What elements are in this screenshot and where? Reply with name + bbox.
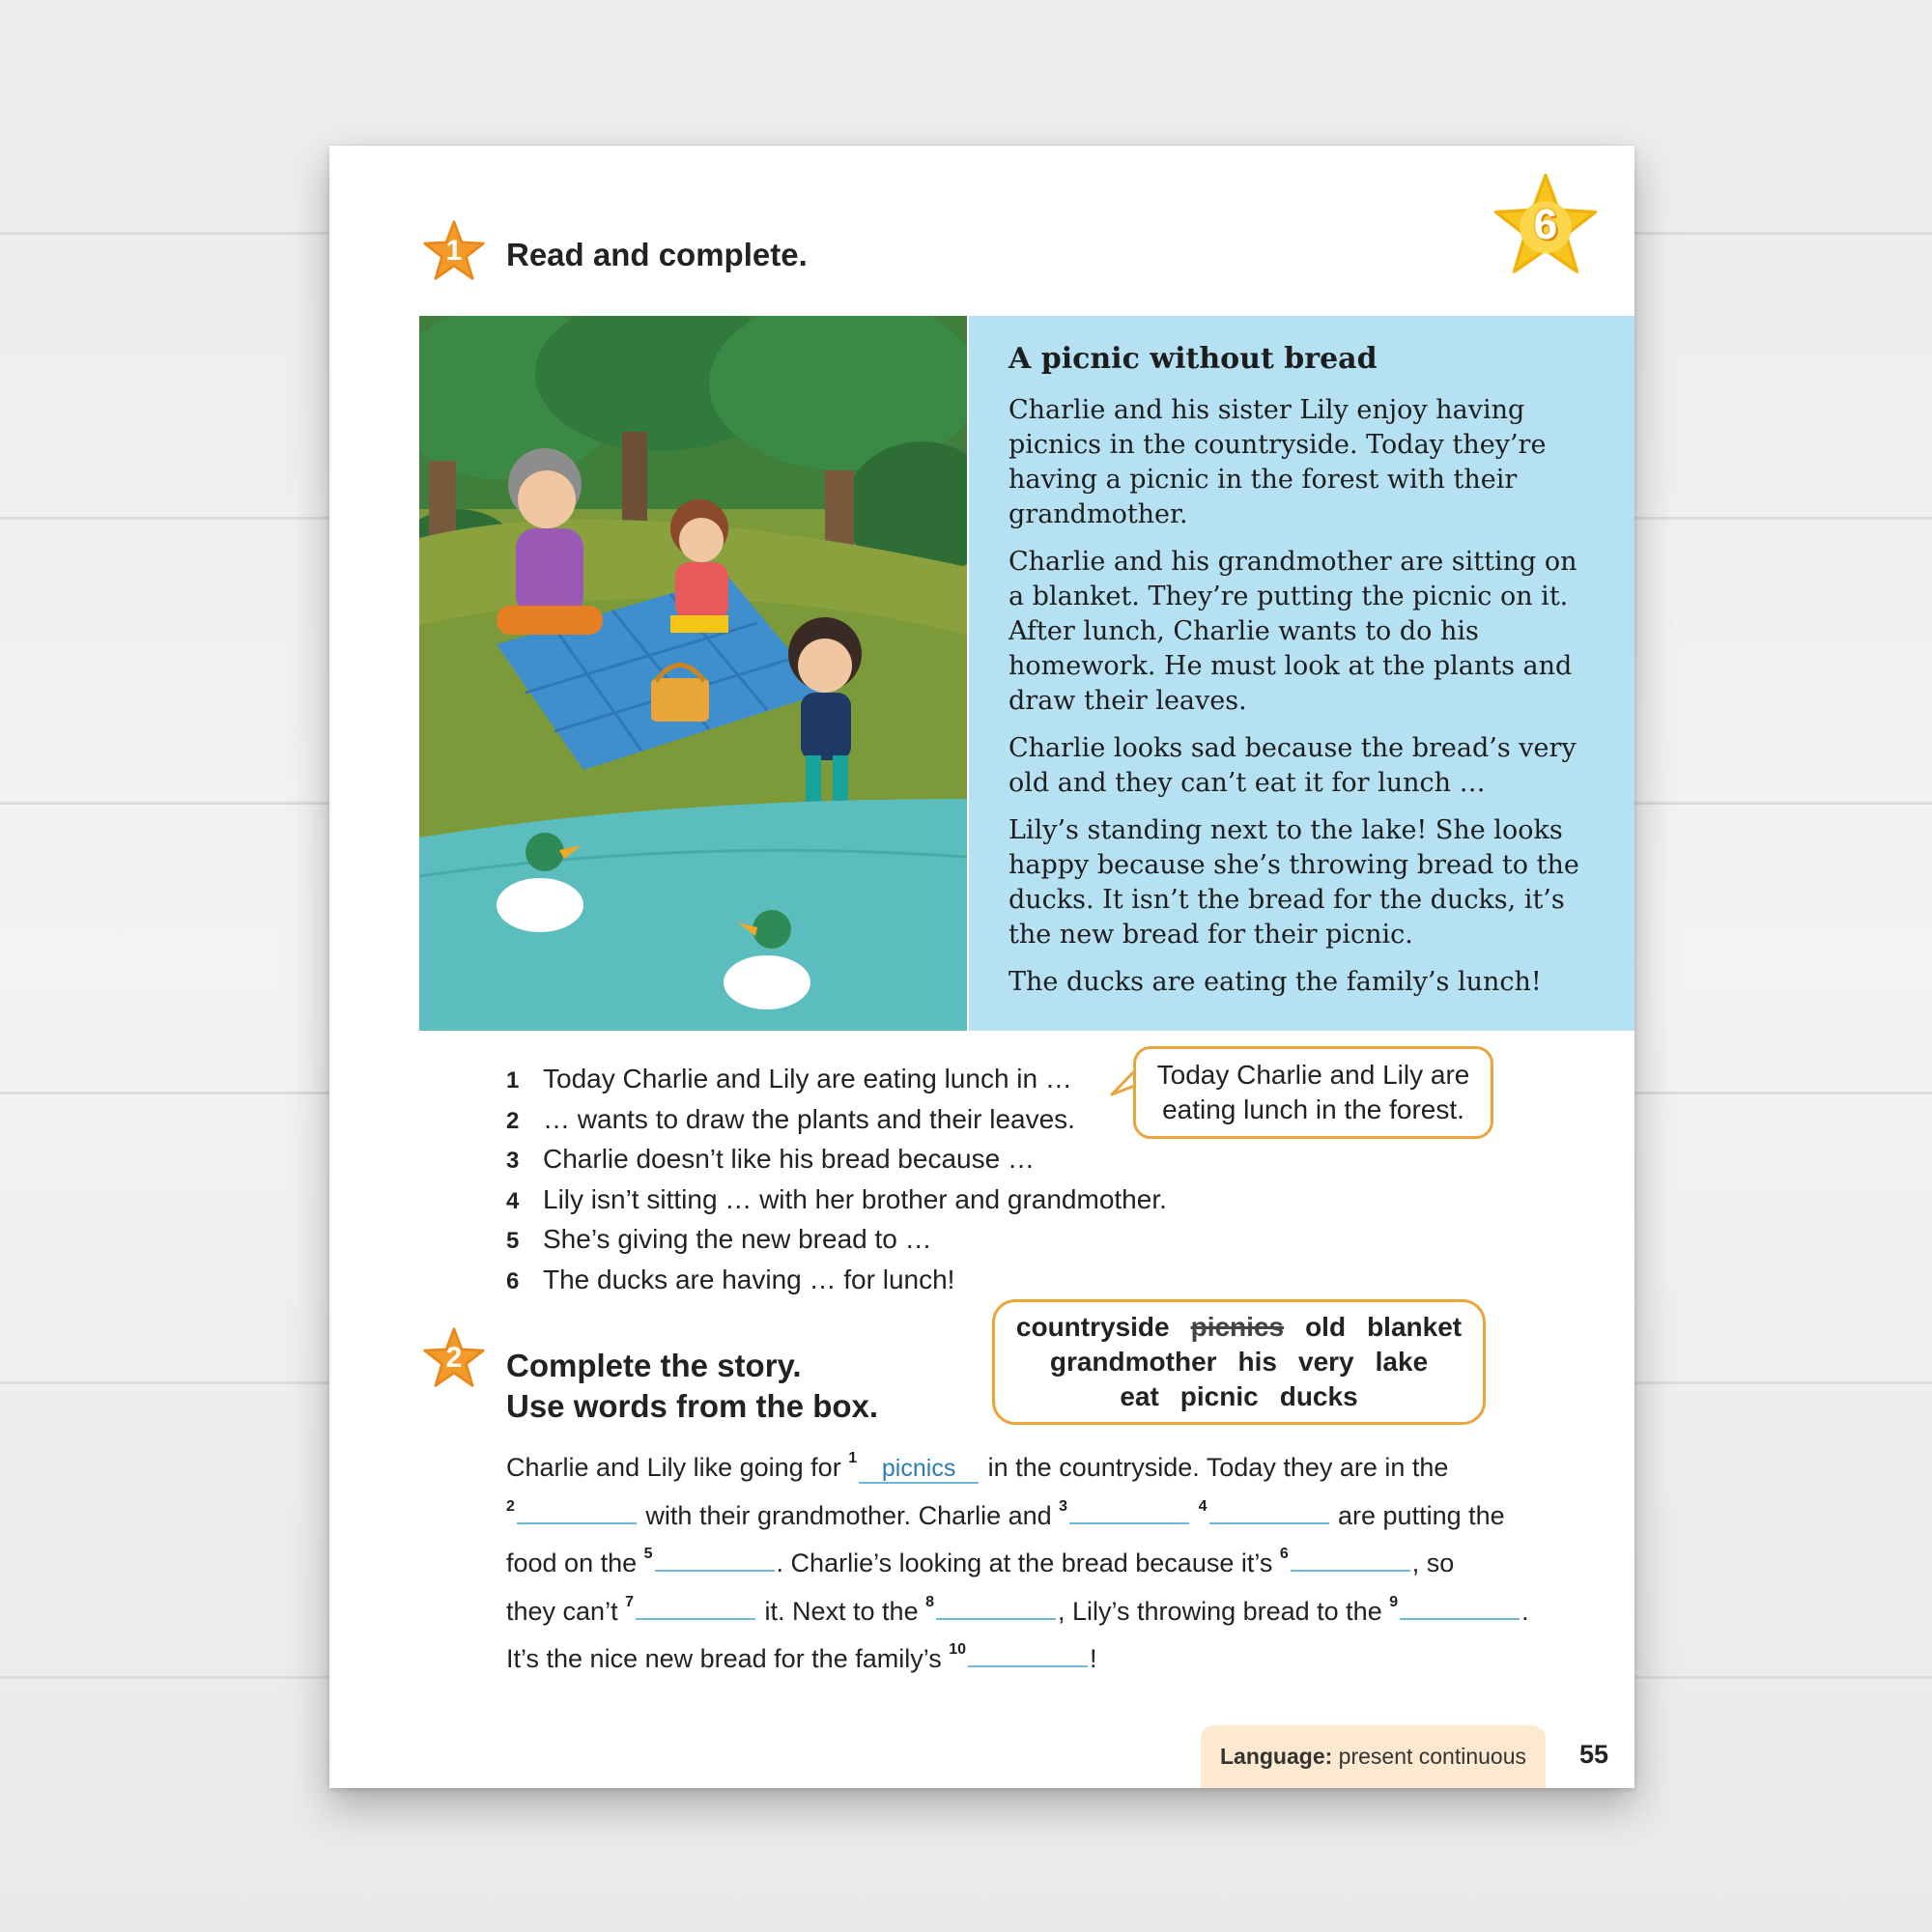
cloze-text-segment: in the countryside. Today they are in the [987,1453,1449,1482]
word-box [992,1299,1486,1425]
question-item [506,1059,1182,1099]
language-focus-tag [1201,1725,1546,1788]
story-paragraph: The ducks are eating the family’s lunch! [1009,967,1542,997]
blank-number: 10 [949,1641,967,1658]
question-text: Today Charlie and Lily are eating lunch in … [543,1064,1072,1094]
cloze-text-segment: . [1521,1596,1529,1626]
blank-number: 4 [1198,1497,1208,1515]
cloze-text-segment: It’s the nice new bread for the family’s [506,1644,942,1673]
bubble-line: eating lunch in the forest. [1162,1094,1464,1124]
question-number: 5 [506,1228,520,1254]
word-box-row [995,1347,1483,1378]
question-number: 4 [506,1187,520,1214]
word-box-row [995,1312,1483,1343]
cloze-line [506,1630,1569,1678]
cloze-text-segment: . Charlie’s looking at the bread because it’s [776,1548,1273,1577]
blank-number: 8 [925,1593,935,1610]
exercise-number: 1 [445,235,463,267]
blank-3[interactable] [1069,1497,1189,1524]
question-number: 2 [506,1107,520,1134]
story-body [1009,393,1588,1012]
story-title: A picnic without bread [1009,342,1378,376]
cloze-text-segment: , so [1411,1548,1455,1577]
word-option: grandmother [1049,1347,1217,1377]
cloze-line [506,1438,1569,1487]
cloze-text-segment: with their grandmother. Charlie and [645,1500,1052,1530]
word-box-row [995,1381,1483,1412]
word-option: picnic [1179,1381,1259,1411]
word-option-crossed: picnics [1190,1312,1285,1342]
blank-number: 1 [848,1450,858,1466]
question-text: … wants to draw the plants and their leaves. [543,1103,1075,1134]
word-option: eat [1120,1381,1159,1411]
unit-star-badge [1492,171,1600,279]
blank-number: 7 [625,1593,634,1610]
question-text: Charlie doesn’t like his bread because … [543,1144,1035,1174]
question-item [506,1139,1182,1179]
language-label: Language: [1219,1744,1333,1769]
bubble-line: Today Charlie and Lily are [1156,1060,1470,1090]
question-number: 1 [506,1067,520,1094]
cloze-text-segment: , Lily’s throwing bread to the [1058,1596,1382,1626]
blank-10[interactable] [968,1640,1088,1667]
exercise-2-instruction [506,1346,878,1427]
question-text: She’s giving the new bread to … [543,1224,932,1254]
blank-9[interactable] [1400,1593,1520,1620]
blank-5[interactable] [655,1545,775,1572]
cloze-text-segment: ! [1090,1644,1097,1673]
cloze-text-segment: they can’t [506,1596,618,1626]
blank-8[interactable] [936,1593,1056,1620]
question-number: 6 [506,1267,520,1294]
word-option: old [1305,1312,1347,1342]
word-option: very [1298,1347,1354,1377]
workbook-page [329,146,1634,1788]
word-option: lake [1375,1347,1429,1377]
word-option: ducks [1279,1381,1358,1411]
question-item [506,1260,1182,1300]
blank-7[interactable] [636,1593,755,1620]
cloze-text-segment: Charlie and Lily like going for [506,1453,841,1482]
story-paragraph: Charlie looks sad because the bread’s very old and they can’t eat it for lunch … [1009,733,1577,798]
story-paragraph: Lily’s standing next to the lake! She looks happy because she’s throwing bread to the ducks. It isn’t the bread for the ducks, it’s the new bread for their picnic. [1009,815,1579,950]
instruction-line: Complete the story. [506,1348,802,1383]
exercise-number: 2 [445,1342,463,1374]
question-item [506,1179,1182,1220]
question-item [506,1099,1182,1140]
story-paragraph: Charlie and his sister Lily enjoy having picnics in the countryside. Today they’re having a picnic in the forest with their grandmother. [1009,395,1547,529]
exercise-2-badge [422,1326,486,1390]
word-option: blanket [1367,1312,1463,1342]
example-answer-bubble [1133,1046,1493,1139]
page-number: 55 [1579,1740,1609,1769]
question-text: Lily isn’t sitting … with her brother and grandmother. [543,1183,1167,1214]
picnic-illustration [419,316,967,1031]
cloze-text-segment: food on the [506,1548,638,1577]
unit-number: 6 [1533,201,1558,248]
word-option: countryside [1015,1312,1170,1342]
story-paragraph: Charlie and his grandmother are sitting on a blanket. They’re putting the picnic on it. After lunch, Charlie wants to do his homework. He must look at the plants and draw their leaves. [1009,547,1577,716]
exercise-1-instruction: Read and complete. [506,237,808,272]
blank-2[interactable] [517,1497,637,1524]
language-value: present continuous [1338,1744,1527,1769]
cloze-line [506,1582,1569,1631]
cloze-text-segment: are putting the [1338,1500,1505,1530]
blank-4[interactable] [1209,1497,1329,1524]
instruction-line: Use words from the box. [506,1388,879,1424]
question-item [506,1219,1182,1260]
question-number: 3 [506,1148,520,1174]
story-panel [969,316,1634,1031]
word-option: his [1237,1347,1278,1377]
question-list [506,1059,1182,1299]
blank-number: 9 [1389,1593,1399,1610]
blank-1-answer[interactable]: picnics [859,1457,979,1484]
blank-number: 5 [643,1546,653,1562]
cloze-text-segment: it. Next to the [764,1596,919,1626]
cloze-text [506,1438,1569,1678]
question-text: The ducks are having … for lunch! [543,1264,955,1294]
blank-6[interactable] [1291,1545,1410,1572]
blank-number: 3 [1059,1497,1068,1515]
cloze-line [506,1487,1569,1535]
blank-number: 6 [1279,1546,1289,1562]
blank-number: 2 [506,1497,515,1515]
cloze-line [506,1534,1569,1582]
exercise-1-badge [422,219,486,283]
